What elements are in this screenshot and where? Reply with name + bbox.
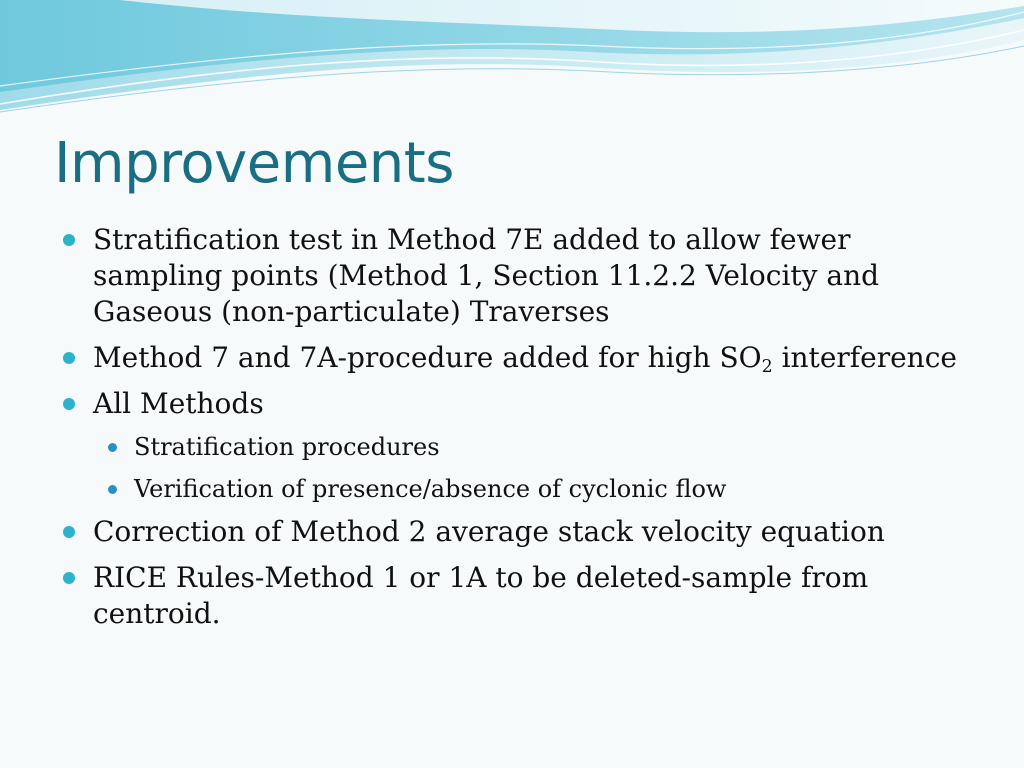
- bullet-dot-icon: [63, 234, 75, 246]
- slide-title: Improvements: [54, 131, 454, 196]
- bullet-dot-icon: [63, 352, 75, 364]
- bullet-text: RICE Rules-Method 1 or 1A to be deleted-sample from centroid.: [93, 561, 869, 630]
- bullet-text: All Methods: [93, 387, 264, 420]
- list-item: [60, 222, 960, 330]
- bullet-text: Stratification test in Method 7E added to allow fewer sampling points (Method 1, Section 11.2.2 Velocity and Gaseous (non-particulate) Traverses: [93, 223, 880, 328]
- bullet-list: [60, 222, 960, 632]
- bullet-dot-icon: [63, 572, 75, 584]
- bullet-text: Correction of Method 2 average stack velocity equation: [93, 515, 885, 548]
- list-item: [60, 560, 960, 632]
- subscript: 2: [761, 357, 773, 378]
- sub-list-item: [60, 432, 960, 462]
- sub-list-item: [60, 474, 960, 504]
- list-item: [60, 340, 960, 376]
- bullet-dot-icon: [63, 398, 75, 410]
- list-item: [60, 514, 960, 550]
- bullet-dot-icon: [63, 526, 75, 538]
- sub-bullet-dot-icon: [108, 485, 117, 494]
- sub-bullet-dot-icon: [108, 443, 117, 452]
- list-item: [60, 386, 960, 422]
- bullet-text-part: interference: [772, 341, 957, 374]
- sub-bullet-text: Verification of presence/absence of cyclonic flow: [134, 475, 727, 503]
- sub-list-container: [60, 432, 960, 504]
- slide-content: [60, 222, 960, 642]
- sub-bullet-text: Stratification procedures: [134, 433, 440, 461]
- decorative-wave-header: [0, 0, 1024, 130]
- sub-bullet-list: [60, 432, 960, 504]
- bullet-text: [93, 341, 957, 378]
- bullet-text-part: Method 7 and 7A-procedure added for high SO: [93, 341, 762, 374]
